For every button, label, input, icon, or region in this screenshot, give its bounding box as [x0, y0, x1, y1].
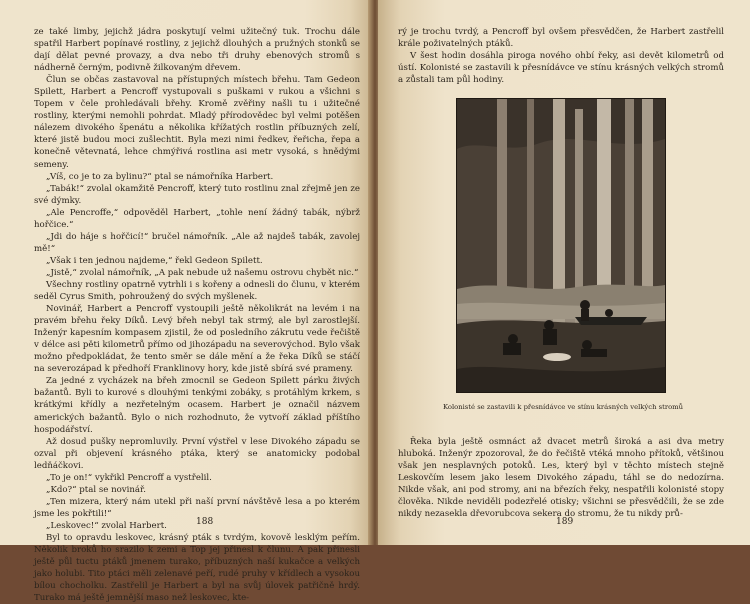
right-page	[378, 0, 750, 545]
paragraph: Novinář, Harbert a Pencroff vystoupili ještě několikrát na levém i na pravém břehu řeky Díků. Levý břeh nebyl tak strmý, ale byl zarostlejší. Inženýr kapesním kompasem zjistil, že od posledního zákrutu vede řečiště v délce asi pěti kilometrů přímo od jihozápadu na severovýchod. Bylo však možno předpokládat, že tento směr se dále mění a že řeka Díků se stáčí na severozápad k předhoří Franklinovy hory, kde jistě sbírá své prameny.	[34, 304, 360, 375]
left-page	[0, 0, 372, 604]
paragraph: „Tabák!“ zvolal okamžitě Pencroff, který tuto rostlinu znal zřejmě jen ze své dýmky.	[34, 183, 360, 206]
paragraph: „To je on!“ vykřikl Pencroff a vystřelil.	[46, 472, 212, 483]
paragraph: Byl to opravdu leskovec, krásný pták s tvrdým, kovově lesklým peřím. Několik broků ho srazilo k zemi a Top jej přinesl k člunu. A pak přinesli ještě půl tuctu ptáků jmenem turako, příbuzných naší kukačce a velkých jako holubi. Tito ptáci měli zelenavé peří, rudé pruhy v křídlech a vysokou bílou chocholku. Zastřelil je Harbert a byl na svůj úlovek patřičně hrdý. Turako má ještě jemnější maso než leskovec, kte-	[34, 532, 360, 604]
figure-caption: Kolonisté se zastavili k přesnídávce ve stínu krásných velkých stromů	[442, 403, 683, 411]
paragraph: Člun se občas zastavoval na přístupných místech břehu. Tam Gedeon Spilett, Harbert a Pencroff vystupovali s puškami v rukou a všichni s Topem v čele prohledávali břehy. Kromě zvěřiny našli tu i užitečné rostliny, kterými nemohli pohrdat. Mladý přírodovědec byl velmi potěšen nálezem divokého špenátu a několika křížatých rostlin příbuzných zelí, které jistě budou moci zušlechtit. Byla mezi nimi ředkev, řeřicha, řepa a konečně větevnatá, lehce chmýřivá rostlina asi metr vysoká, s hnědými semeny.	[34, 75, 360, 170]
paragraph: Řeka byla ještě osmnáct až dvacet metrů široká a asi dva metry hluboká. Inženýr zpozoroval, že do řečiště vtéká mnoho přítoků, většinou však jen nesplavných potoků. Les, který byl v těchto místech stejně Leskovčím lesem jako lesem Divokého západu, táhl se do nedozírna. Nikde však, ani pod stromy, ani na březích řeky, nespatřili kolonisté stopy člověka. Nikde neviděli podezřelé otisky; všichni se přesvědčili, že se zde nikdy nezasekla dřevorubcova sekera do stromu, že tu nikdy prů-	[398, 437, 724, 520]
paragraph: „Víš, co je to za bylinu?“ ptal se námořníka Harbert.	[46, 171, 274, 182]
page-number: 188	[196, 517, 214, 527]
engraving-illustration	[456, 98, 666, 393]
right-page-text-top	[398, 26, 724, 86]
paragraph: „Jdi do háje s hořčicí!“ bručel námořník. „Ale až najdeš tabák, zavolej mě!“	[34, 231, 360, 254]
paragraph: ze také limby, jejichž jádra poskytují velmi užitečný tuk. Trochu dále spatřil Harbert popínavé rostliny, z jejichž dlouhých a pružných stonků se dají dělat pevné provazy, a dva nebo tři druhy ebenových stromů s nádherně černým, podivně žilkovaným dřevem.	[34, 27, 360, 74]
paragraph: Za jedné z vycházek na břeh zmocnil se Gedeon Spilett párku živých bažantů. Byli to kurové s dlouhými tenkými zobáky, s protáhlým krkem, s krátkými křídly a nezřetelným ocasem. Harbert je označil názvem amerických bažantů. Bylo o nich rozhodnuto, že vytvoří základ příštího hospodářství.	[34, 376, 360, 435]
right-page-text-bottom	[398, 436, 724, 520]
paragraph: Všechny rostliny opatrně vytrhli i s kořeny a odnesli do člunu, v kterém seděl Cyrus Smith, pohroužený do svých myšlenek.	[34, 279, 360, 303]
paragraph: „Ten mizera, který nám utekl při naší první návštěvě lesa a po kterém jsme les pokřtili!“	[34, 496, 360, 519]
paragraph: rý je trochu tvrdý, a Pencroff byl ovšem přesvědčen, že Harbert zastřelil krále poživatelných ptáků.	[398, 27, 724, 50]
paragraph: „Však i ten jednou najdeme,“ řekl Gedeon Spilett.	[46, 255, 263, 266]
paragraph: „Jistě,“ zvolal námořník, „A pak nebude už našemu ostrovu chybět nic.“	[46, 267, 359, 278]
forest-river-engraving	[457, 99, 665, 392]
paragraph: „Ale Pencroffe,“ odpověděl Harbert, „tohle není žádný tabák, nýbrž hořčice.“	[34, 207, 360, 230]
paragraph: Až dosud pušky nepromluvily. První výstřel v lese Divokého západu se ozval při objevení krásného ptáka, který se anatomicky podobal ledňáčkovi.	[34, 436, 360, 471]
paragraph: „Kdo?“ ptal se novinář.	[46, 484, 146, 495]
paragraph: „Leskovec!“ zvolal Harbert.	[46, 520, 167, 531]
paragraph: V šest hodin dosáhla piroga nového ohbí řeky, asi devět kilometrů od ústí. Kolonisté se zastavili k přesnídávce ve stínu krásných velkých stromů a zůstali tam půl hodiny.	[398, 51, 724, 86]
page-number: 189	[556, 517, 574, 527]
